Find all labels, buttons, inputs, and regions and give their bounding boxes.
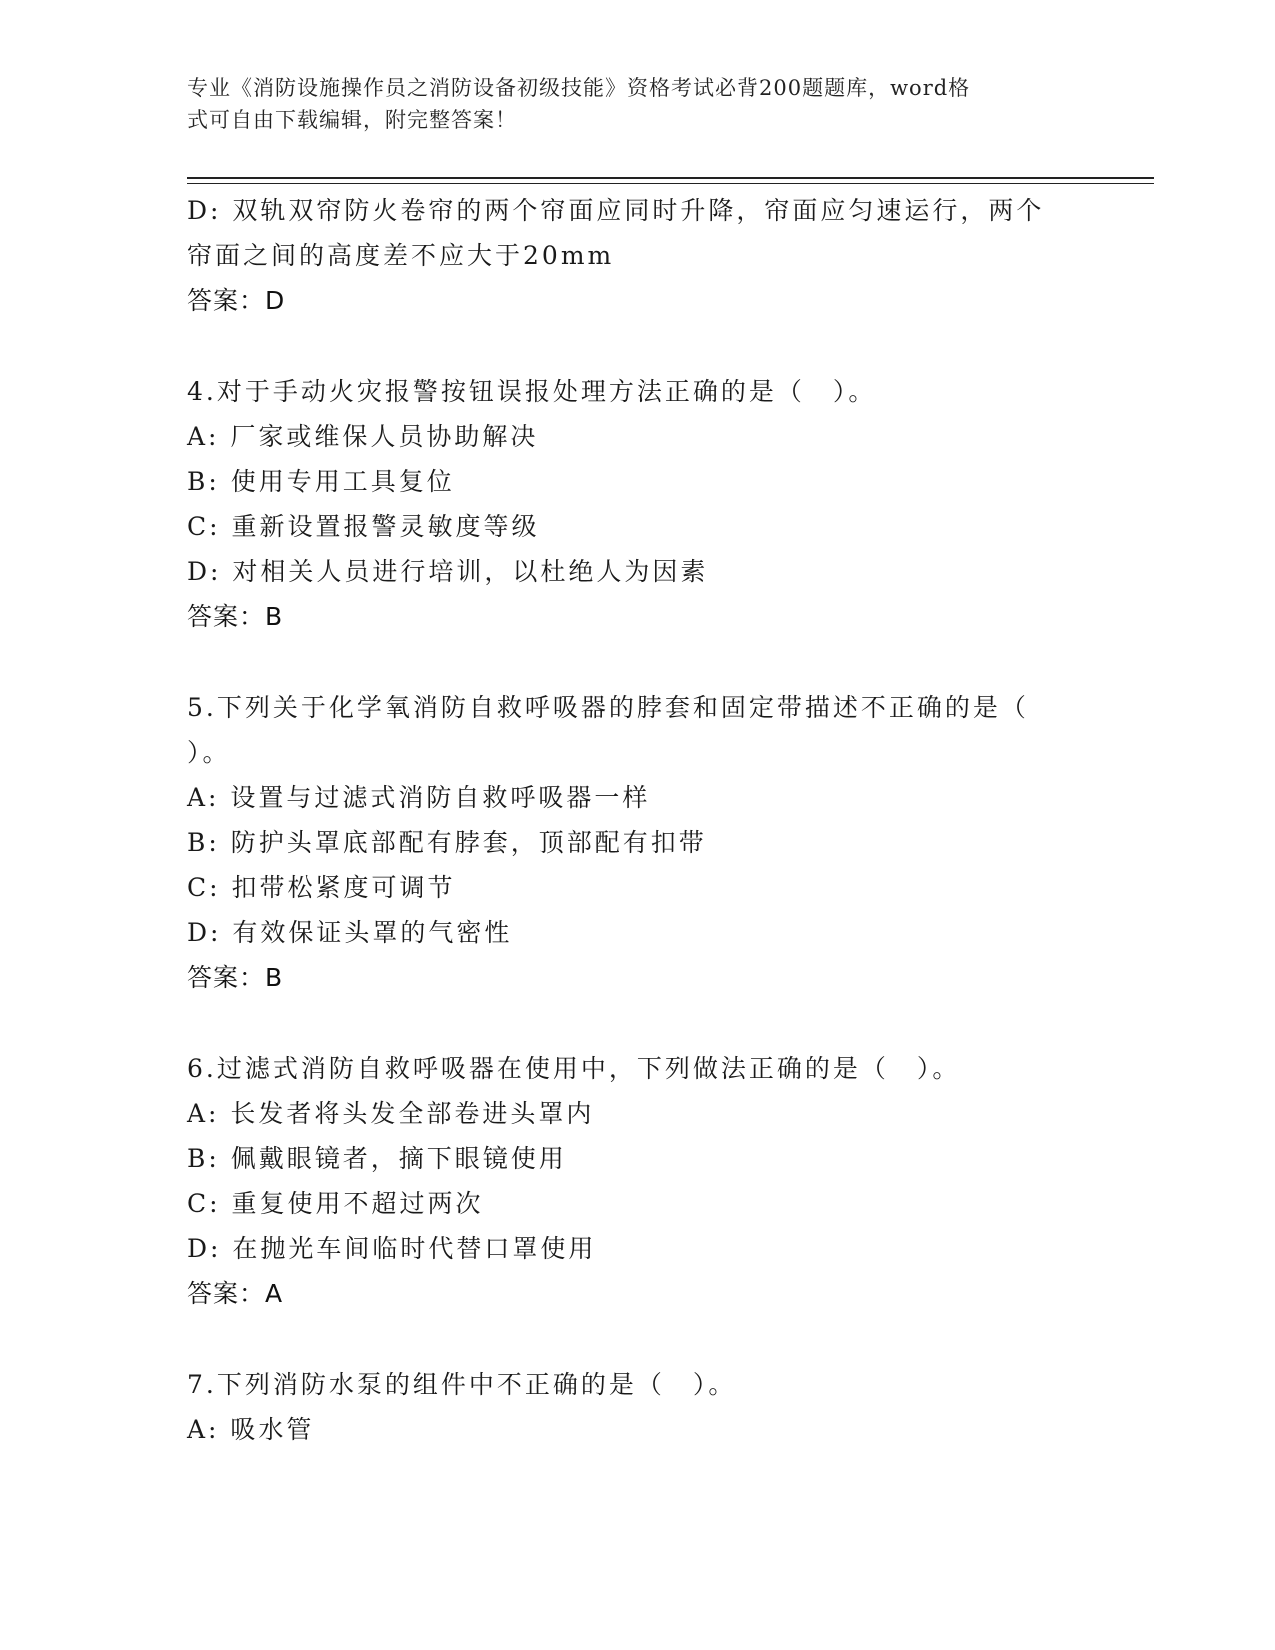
answer-label: 答案：B — [187, 963, 284, 992]
option-a: A: 吸水管 — [187, 1415, 315, 1444]
question-4 — [187, 369, 1087, 639]
question-stem: 6.过滤式消防自救呼吸器在使用中，下列做法正确的是（ ）。 — [187, 1054, 961, 1083]
document-header — [187, 72, 1067, 136]
question-5 — [187, 685, 1087, 1000]
option-b: B: 使用专用工具复位 — [187, 467, 455, 496]
option-d: D: 对相关人员进行培训，以杜绝人为因素 — [187, 557, 709, 586]
question-stem-continued: ）。 — [187, 738, 231, 767]
header-divider-thin — [187, 183, 1154, 184]
answer-label: 答案：D — [187, 286, 286, 315]
option-c: C: 重新设置报警灵敏度等级 — [187, 512, 540, 541]
header-line-1: 专业《消防设施操作员之消防设备初级技能》资格考试必背200题题库，word格 — [187, 76, 971, 100]
answer-label: 答案：A — [187, 1279, 284, 1308]
question-3-continuation — [187, 188, 1087, 323]
question-7 — [187, 1362, 1087, 1452]
question-stem: 4.对于手动火灾报警按钮误报处理方法正确的是（ ）。 — [187, 377, 877, 406]
question-stem: 7.下列消防水泵的组件中不正确的是（ ）。 — [187, 1370, 737, 1399]
option-d: D: 在抛光车间临时代替口罩使用 — [187, 1234, 597, 1263]
option-b: B: 佩戴眼镜者，摘下眼镜使用 — [187, 1144, 567, 1173]
option-d-line-1: D: 双轨双帘防火卷帘的两个帘面应同时升降，帘面应匀速运行，两个 — [187, 196, 1045, 225]
option-c: C: 扣带松紧度可调节 — [187, 873, 456, 902]
answer-label: 答案：B — [187, 602, 284, 631]
question-stem: 5.下列关于化学氧消防自救呼吸器的脖套和固定带描述不正确的是（ — [187, 693, 1029, 722]
option-a: A: 设置与过滤式消防自救呼吸器一样 — [187, 783, 651, 812]
option-d: D: 有效保证头罩的气密性 — [187, 918, 513, 947]
question-list — [187, 188, 1087, 1452]
option-b: B: 防护头罩底部配有脖套，顶部配有扣带 — [187, 828, 707, 857]
header-line-2: 式可自由下载编辑，附完整答案！ — [187, 108, 517, 132]
option-c: C: 重复使用不超过两次 — [187, 1189, 484, 1218]
option-a: A: 长发者将头发全部卷进头罩内 — [187, 1099, 595, 1128]
question-6 — [187, 1046, 1087, 1316]
header-divider-thick — [187, 177, 1154, 179]
option-a: A: 厂家或维保人员协助解决 — [187, 422, 539, 451]
option-d-line-2: 帘面之间的高度差不应大于20mm — [187, 241, 615, 270]
